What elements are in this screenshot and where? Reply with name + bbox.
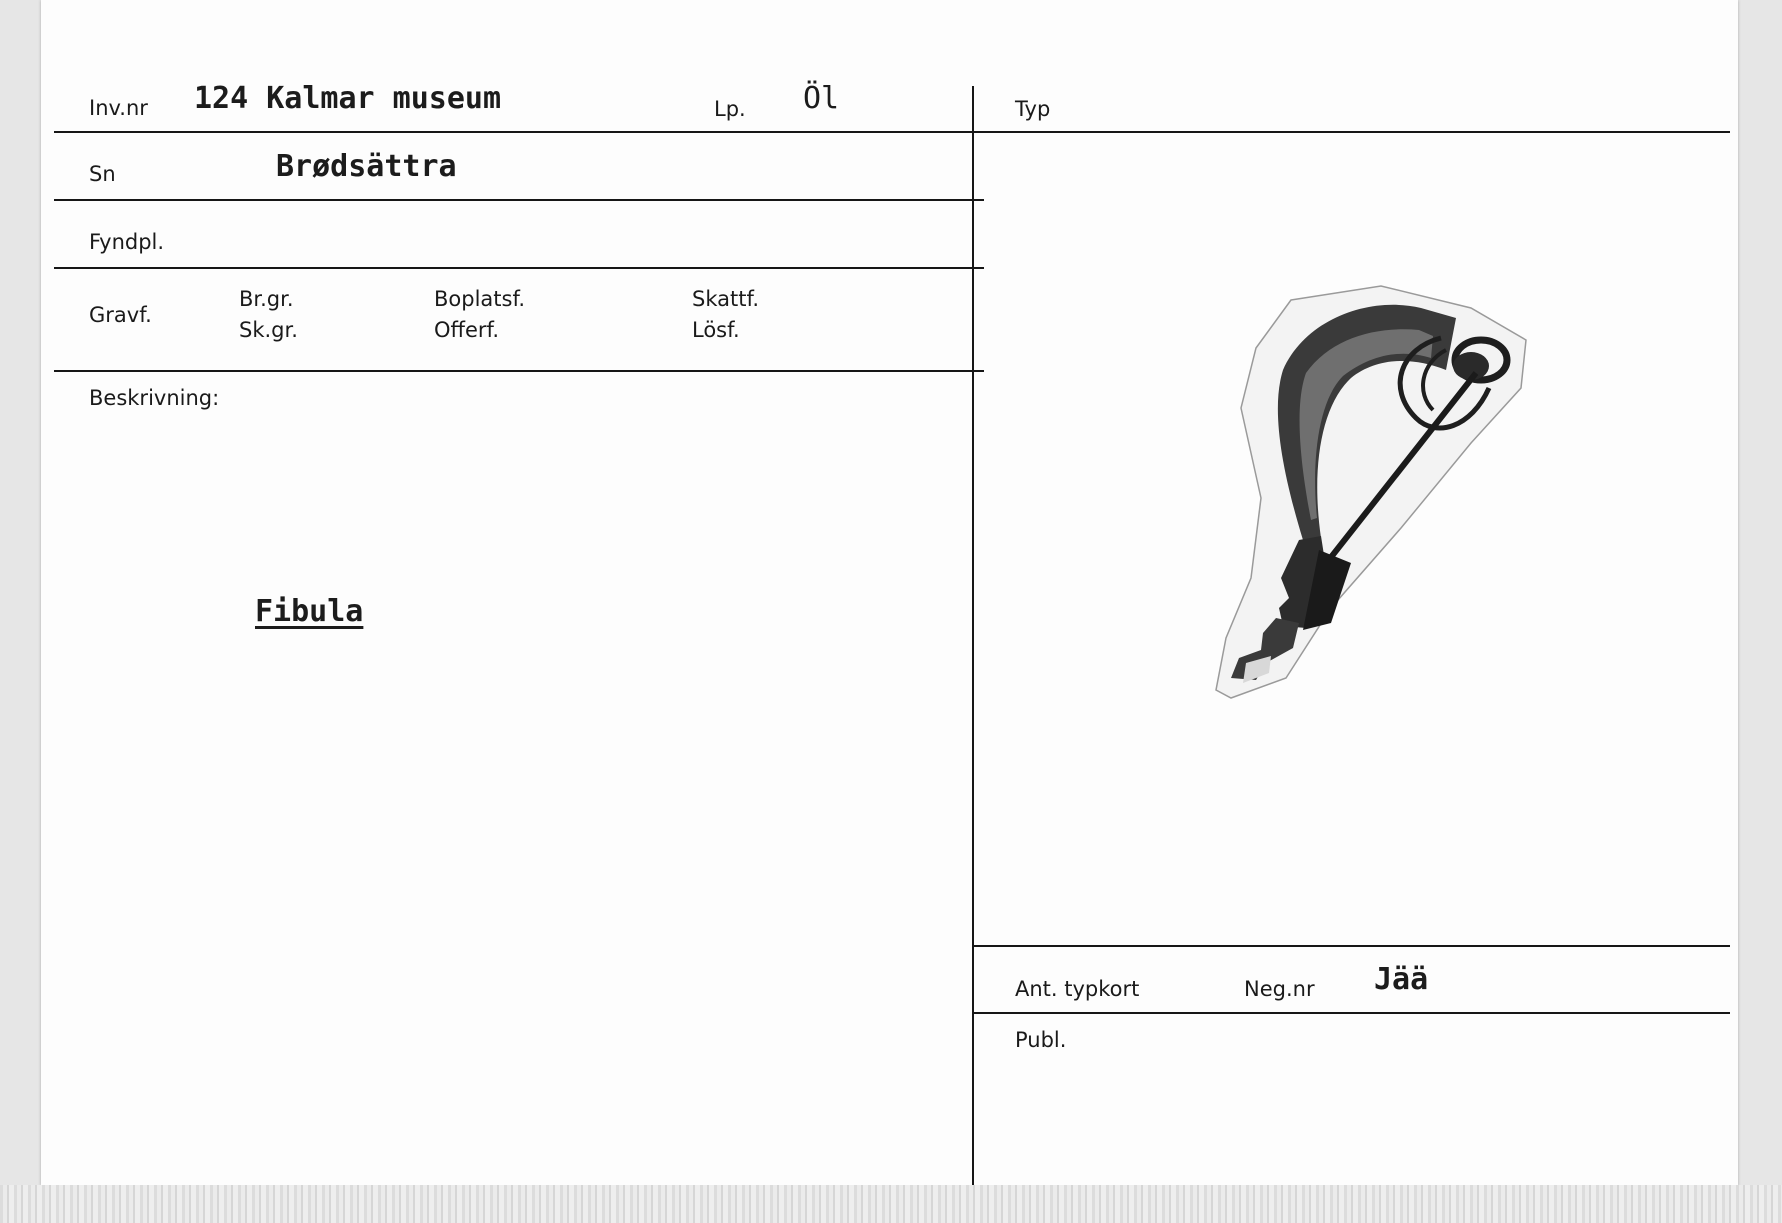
rule-grav	[54, 370, 984, 372]
rule-ant	[974, 945, 1730, 947]
publ-label: Publ.	[1015, 1028, 1067, 1052]
inv-nr-label: Inv.nr	[89, 96, 148, 120]
skattf-label: Skattf.	[692, 287, 759, 311]
sn-value: Brødsättra	[276, 149, 457, 184]
lp-value: Öl	[803, 81, 840, 116]
rule-inv	[54, 131, 984, 133]
beskrivning-value: Fibula	[255, 594, 364, 629]
rule-sn	[54, 199, 984, 201]
sk-gr-label: Sk.gr.	[239, 318, 298, 342]
boplatsf-label: Boplatsf.	[434, 287, 526, 311]
catalog-card	[41, 0, 1738, 1186]
offerf-label: Offerf.	[434, 318, 500, 342]
ant-typkort-label: Ant. typkort	[1015, 977, 1140, 1001]
beskrivning-label: Beskrivning:	[89, 386, 220, 410]
neg-nr-value: Jää	[1374, 962, 1429, 997]
typ-label: Typ	[1015, 97, 1051, 121]
rule-typ	[974, 131, 1730, 133]
fibula-drawing	[1171, 278, 1591, 708]
rule-neg	[974, 1012, 1730, 1014]
fyndpl-label: Fyndpl.	[89, 230, 165, 254]
column-divider	[972, 86, 974, 1186]
scan-edge	[0, 1185, 1782, 1223]
sn-label: Sn	[89, 162, 116, 186]
neg-nr-label: Neg.nr	[1244, 977, 1315, 1001]
losf-label: Lösf.	[692, 318, 740, 342]
br-gr-label: Br.gr.	[239, 287, 294, 311]
rule-fyndpl	[54, 267, 984, 269]
gravf-label: Gravf.	[89, 303, 152, 327]
inv-nr-value: 124 Kalmar museum	[194, 81, 502, 116]
lp-label: Lp.	[714, 97, 746, 121]
